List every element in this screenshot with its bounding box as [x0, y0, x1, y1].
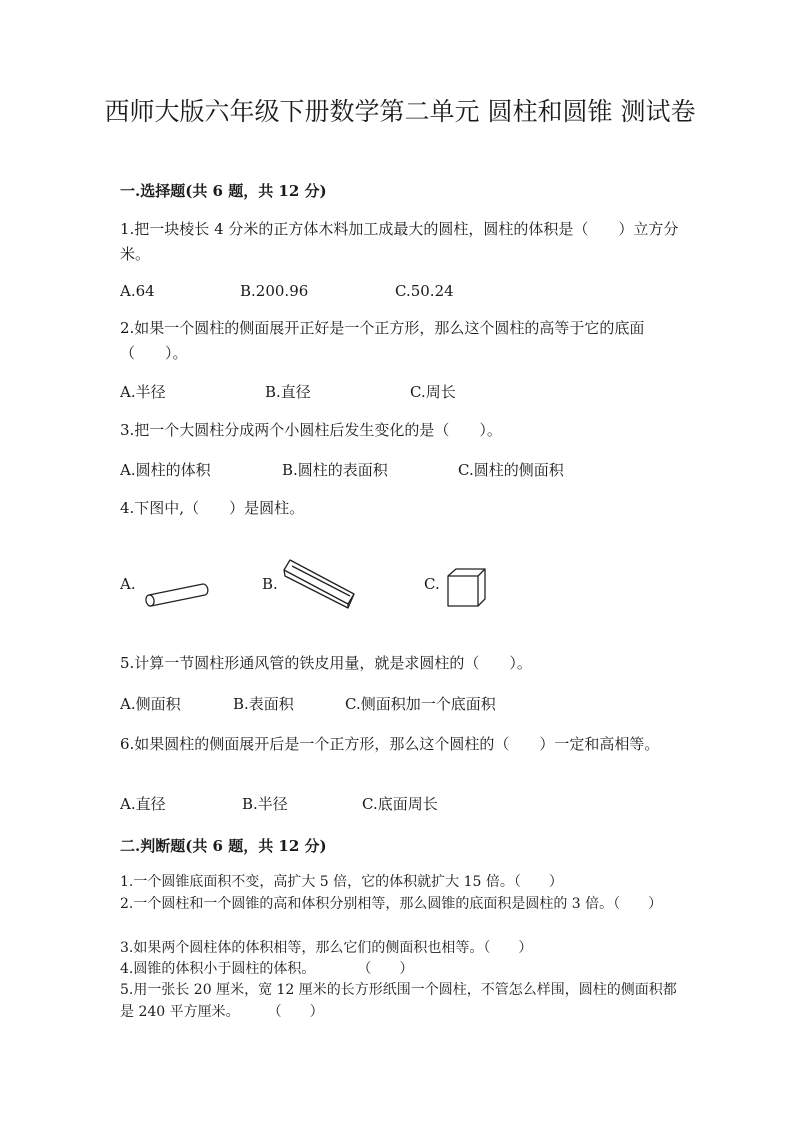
judgement-item-5: 5.用一张长 20 厘米，宽 12 厘米的长方形纸围一个圆柱，不管怎么样围，圆柱的侧面积都是 240 平方厘米。 （ ）: [120, 982, 677, 1020]
q1-option-b: B.200.96: [240, 282, 309, 300]
cube-figure: [446, 568, 488, 610]
q1-option-a: A.64: [120, 282, 155, 300]
q4-option-c: C.: [424, 575, 440, 593]
q2-option-c: C.周长: [410, 383, 456, 401]
judgement-item-4: 4.圆锥的体积小于圆柱的体积。 （ ）: [120, 961, 414, 977]
q4-option-a: A.: [120, 575, 136, 593]
section-heading-judgement: 二.判断题(共 6 题，共 12 分): [120, 837, 327, 855]
question-5: 5.计算一节圆柱形通风管的铁皮用量，就是求圆柱的（ ）。: [120, 654, 532, 672]
question-2: 2.如果一个圆柱的侧面展开正好是一个正方形，那么这个圆柱的高等于它的底面（ ）。: [120, 319, 645, 362]
q2-option-b: B.直径: [265, 383, 311, 401]
question-6: 6.如果圆柱的侧面展开后是一个正方形，那么这个圆柱的（ ）一定和高相等。: [120, 735, 660, 753]
q4-option-b: B.: [262, 575, 278, 593]
section-heading-choice: 一.选择题(共 6 题，共 12 分): [120, 182, 327, 200]
q3-option-b: B.圆柱的表面积: [282, 461, 388, 479]
judgement-item-1: 1.一个圆锥底面积不变，高扩大 5 倍，它的体积就扩大 15 倍。（ ）: [120, 874, 563, 890]
q2-option-a: A.半径: [120, 383, 166, 401]
q5-option-b: B.表面积: [233, 695, 294, 713]
q6-option-b: B.半径: [242, 795, 288, 813]
question-4: 4.下图中,（ ）是圆柱。: [120, 499, 305, 517]
q3-option-a: A.圆柱的体积: [120, 461, 211, 479]
q6-option-c: C.底面周长: [362, 795, 438, 813]
judgement-item-2: 2.一个圆柱和一个圆锥的高和体积分别相等，那么圆锥的底面积是圆柱的 3 倍。（ ）: [120, 896, 663, 912]
judgement-item-3: 3.如果两个圆柱体的体积相等，那么它们的侧面积也相等。（ ）: [120, 940, 533, 956]
q3-option-c: C.圆柱的侧面积: [458, 461, 564, 479]
triangular-prism-figure: [278, 558, 360, 610]
q1-option-c: C.50.24: [395, 282, 454, 300]
q5-option-c: C.侧面积加一个底面积: [345, 695, 496, 713]
page-title: 西师大版六年级下册数学第二单元 圆柱和圆锥 测试卷: [104, 97, 696, 126]
q6-option-a: A.直径: [120, 795, 166, 813]
question-1: 1.把一块棱长 4 分米的正方体木料加工成最大的圆柱，圆柱的体积是（ ）立方分米。: [120, 220, 679, 263]
question-3: 3.把一个大圆柱分成两个小圆柱后发生变化的是（ ）。: [120, 421, 502, 439]
cylinder-figure: [140, 578, 215, 613]
q5-option-a: A.侧面积: [120, 695, 181, 713]
